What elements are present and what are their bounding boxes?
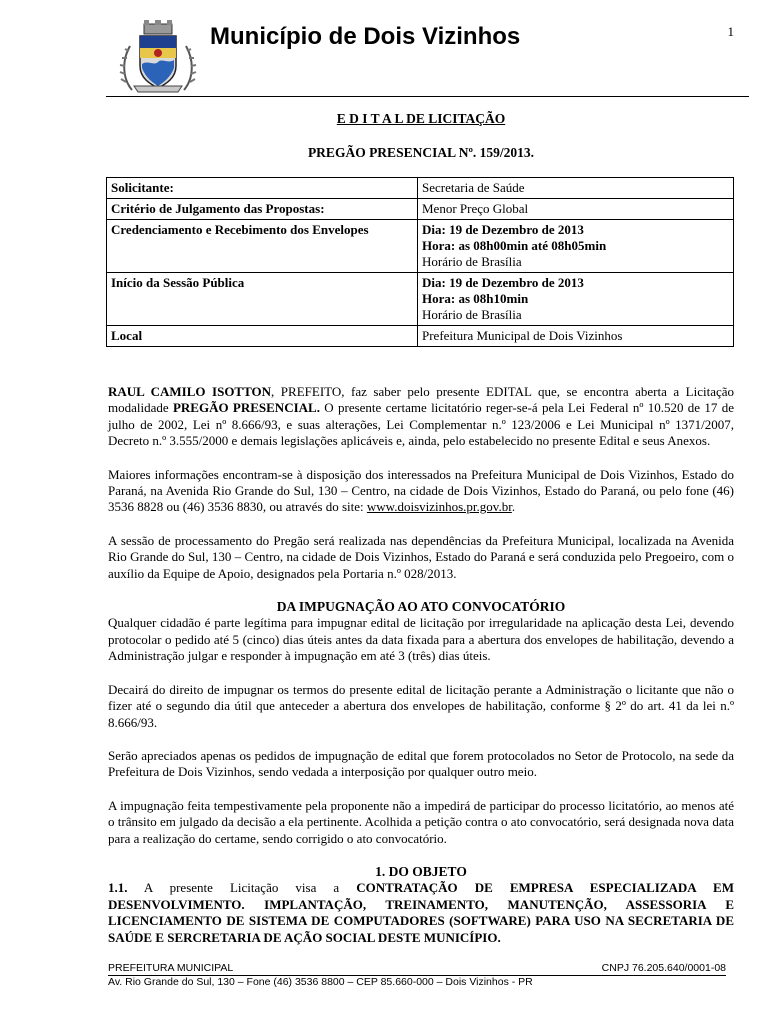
intro-text-2: O presente certame licitatório reger-se-á pela Lei Federal nº 10.520 de 17 de julho de 2002, Lei nº 8.666/93, e suas alterações, Lei Complementar n.º 123/2006 e Lei Municipal nº 1371/2007, Decreto n.º 3.555/2000 e demais legislações aplicáveis e, ainda, pelo estabelecido no presente Edital e seus Anexos. xyxy=(108,400,734,449)
info-value-line: Menor Preço Global xyxy=(422,201,529,216)
object-description: CONTRATAÇÃO DE EMPRESA ESPECIALIZADA EM DESENVOLVIMENTO. IMPLANTAÇÃO, TREINAMENTO, MANUTENÇÃO, ASSESSORIA E LICENCIAMENTO DE SISTEMA DE COMPUTADORES (SOFTWARE) PARA USO NA SECRETARIA DE SAÚDE E SERCRETARIA DE AÇÃO SOCIAL DESTE MUNICÍPIO. xyxy=(108,880,734,945)
website-link[interactable]: www.doisvizinhos.pr.gov.br xyxy=(366,499,512,515)
info-value-line: Dia: 19 de Dezembro de 2013 xyxy=(422,275,584,290)
object-heading: 1. DO OBJETO xyxy=(375,863,467,879)
info-table-row xyxy=(107,178,734,199)
modality-name: PREGÃO PRESENCIAL. xyxy=(172,400,320,416)
info-value xyxy=(418,273,734,326)
document-body xyxy=(108,384,734,946)
info-value xyxy=(418,199,734,220)
mayor-name: RAUL CAMILO ISOTTON xyxy=(108,384,272,399)
impugnation-paragraph-3: Serão apreciados apenas os pedidos de impugnação de edital que forem protocolados no Setor de Protocolo, na sede da Prefeitura de Dois Vizinhos, sendo vedada a interposição por qualquer outro meio. xyxy=(108,747,734,780)
impugnation-heading: DA IMPUGNAÇÃO AO ATO CONVOCATÓRIO xyxy=(276,599,566,615)
info-label: Solicitante: xyxy=(107,178,418,199)
info-text-end: . xyxy=(511,499,516,515)
object-paragraph xyxy=(108,880,734,946)
impugnation-paragraph-1: Qualquer cidadão é parte legítima para impugnar edital de licitação por irregularidade na aplicação desta Lei, devendo protocolar o pedido até 5 (cinco) dias úteis antes da data fixada para a abertura dos envelopes de habilitação, devendo a Administração julgar e responder à impugnação em até 3 (três) dias úteis. xyxy=(108,615,734,664)
municipality-title: Município de Dois Vizinhos xyxy=(210,23,521,50)
info-value xyxy=(418,220,734,273)
document-subtitle: PREGÃO PRESENCIAL Nº. 159/2013. xyxy=(307,145,535,160)
footer-address: Av. Rio Grande do Sul, 130 – Fone (46) 3536 8800 – CEP 85.660-000 – Dois Vizinhos - PR xyxy=(108,976,533,988)
info-paragraph xyxy=(108,467,734,516)
info-value-line: Dia: 19 de Dezembro de 2013 xyxy=(422,222,584,237)
info-value xyxy=(418,178,734,199)
intro-paragraph xyxy=(108,384,734,450)
info-value xyxy=(418,326,734,347)
impugnation-paragraph-2: Decairá do direito de impugnar os termos do presente edital de licitação perante a Administração o licitante que não o fizer até o segundo dia útil que anteceder a abertura dos envelopes de habilitação, conforme § 2º do art. 41 da lei n.º 8.666/93. xyxy=(108,681,734,730)
info-table-row xyxy=(107,326,734,347)
footer-org: PREFEITURA MUNICIPAL xyxy=(108,962,234,974)
info-value-line: Horário de Brasília xyxy=(422,307,522,322)
bid-info-table xyxy=(106,177,734,347)
object-text: A presente Licitação visa a xyxy=(127,880,357,896)
impugnation-paragraph-4: A impugnação feita tempestivamente pela proponente não a impedirá de participar do processo licitatório, ao menos até o trânsito em julgado da decisão a ela pertinente. Acolhida a petição contra o ato convocatório, será designada nova data para a realização do certame, sendo corrigido o ato convocatório. xyxy=(108,797,734,846)
info-label: Local xyxy=(107,326,418,347)
info-value-line: Horário de Brasília xyxy=(422,254,522,269)
info-value-line: Hora: as 08h10min xyxy=(422,291,529,306)
header-divider xyxy=(106,96,749,97)
session-paragraph: A sessão de processamento do Pregão será realizada nas dependências da Prefeitura Municipal, localizada na Avenida Rio Grande do Sul, 130 – Centro, na cidade de Dois Vizinhos, Estado do Paraná e será conduzida pelo Pregoeiro, com o auxílio da Equipe de Apoio, designados pela Portaria n.º 028/2013. xyxy=(108,532,734,581)
info-value-line: Hora: as 08h00min até 08h05min xyxy=(422,238,607,253)
document-title: E D I T A L DE LICITAÇÃO xyxy=(336,111,506,126)
footer-top xyxy=(108,962,726,976)
info-label: Critério de Julgamento das Propostas: xyxy=(107,199,418,220)
info-label: Início da Sessão Pública xyxy=(107,273,418,326)
info-table-row xyxy=(107,220,734,273)
info-table-row xyxy=(107,273,734,326)
clause-number: 1.1. xyxy=(108,880,128,896)
info-value-line: Secretaria de Saúde xyxy=(422,180,525,195)
info-value-line: Prefeitura Municipal de Dois Vizinhos xyxy=(422,328,623,343)
intro-text: , PREFEITO, faz saber pelo presente EDITAL que, se encontra aberta a Licitação modalidade xyxy=(108,384,735,416)
municipal-coat-of-arms-icon xyxy=(118,20,198,94)
info-table-row xyxy=(107,199,734,220)
info-label: Credenciamento e Recebimento dos Envelopes xyxy=(107,220,418,273)
page-number: 1 xyxy=(727,24,734,39)
footer-cnpj: CNPJ 76.205.640/0001-08 xyxy=(601,962,726,974)
info-text: Maiores informações encontram-se à disposição dos interessados na Prefeitura Municipal de Dois Vizinhos, Estado do Paraná, na Avenida Rio Grande do Sul, 130 – Centro, na cidade de Dois Vizinhos, Estado do Paraná, ou pelo fone (46) 3536 8828 ou (46) 3536 8830, ou através do site: xyxy=(108,466,734,515)
